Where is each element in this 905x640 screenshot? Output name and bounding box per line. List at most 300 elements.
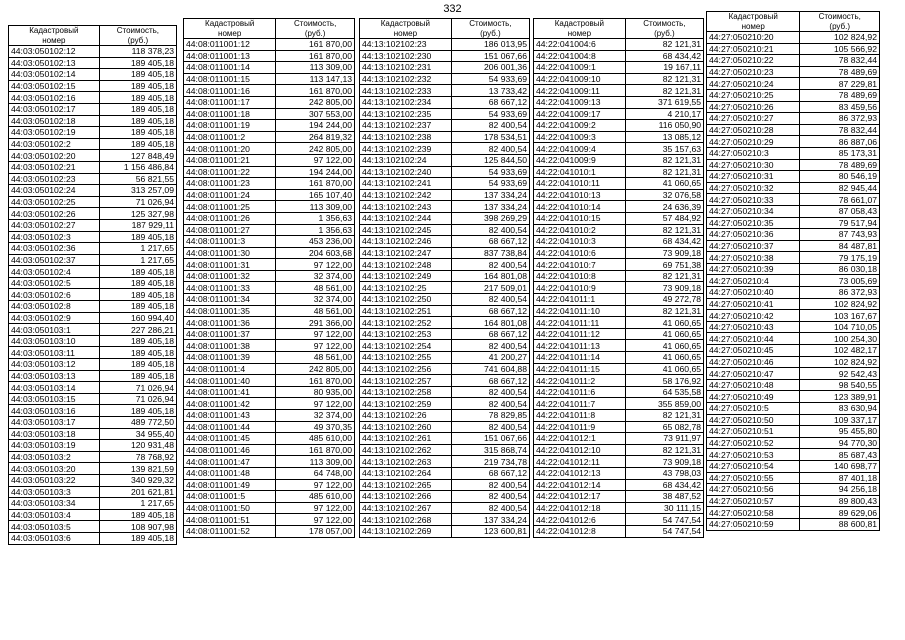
cadastral-number-cell: 44:13:102102:260: [360, 421, 452, 433]
cadastral-number-cell: 44:27:050210:49: [707, 391, 800, 403]
cadastral-number-cell: 44:08:011001:32: [184, 270, 276, 282]
cadastral-number-cell: 44:03:050103:10: [9, 335, 100, 347]
cost-cell: 485 610,00: [276, 433, 355, 445]
table-row: [9, 532, 177, 544]
cadastral-number-cell: 44:27:050210:27: [707, 113, 800, 125]
cost-cell: 13 085,12: [625, 131, 703, 143]
cost-cell: 741 604,88: [451, 363, 529, 375]
cadastral-number-cell: 44:22:041012:10: [534, 444, 626, 456]
table-row: [534, 236, 704, 248]
cost-cell: 68 434,42: [625, 50, 703, 62]
table-row: [184, 421, 355, 433]
table-row: [360, 120, 530, 132]
cadastral-number-cell: 44:03:050102:37: [9, 254, 100, 266]
cost-cell: 161 870,00: [276, 178, 355, 190]
table-row: [9, 69, 177, 81]
cost-cell: 186 013,95: [451, 39, 529, 51]
table-row: [9, 312, 177, 324]
cost-cell: 315 868,74: [451, 444, 529, 456]
table-row: [534, 50, 704, 62]
table-row: [9, 196, 177, 208]
table-row: [360, 73, 530, 85]
cost-cell: 95 455,80: [800, 426, 880, 438]
cost-cell: 113 309,00: [276, 201, 355, 213]
cadastral-number-cell: 44:22:041004:8: [534, 50, 626, 62]
table-row: [9, 289, 177, 301]
cadastral-number-cell: 44:27:050210:29: [707, 136, 800, 148]
cost-cell: 54 933,69: [451, 166, 529, 178]
cost-cell: 41 200,27: [451, 352, 529, 364]
cost-cell: 54 747,54: [625, 514, 703, 526]
cost-cell: 48 561,00: [276, 305, 355, 317]
table-row: [9, 185, 177, 197]
cost-cell: 100 254,30: [800, 333, 880, 345]
cadastral-number-cell: 44:22:041010:3: [534, 236, 626, 248]
table-row: [184, 224, 355, 236]
table-row: [184, 479, 355, 491]
table-row: [707, 321, 880, 333]
cost-cell: 189 405,18: [99, 370, 176, 382]
cadastral-number-cell: 44:22:041009:13: [534, 96, 626, 108]
cadastral-number-cell: 44:22:041011:7: [534, 398, 626, 410]
table-row: [360, 201, 530, 213]
cost-cell: 108 907,98: [99, 521, 176, 533]
table-row: [534, 491, 704, 503]
cadastral-number-cell: 44:27:050210:28: [707, 124, 800, 136]
cadastral-number-cell: 44:22:041012:17: [534, 491, 626, 503]
cadastral-number-cell: 44:27:050210:3: [707, 147, 800, 159]
cost-cell: 82 400,54: [451, 224, 529, 236]
cost-cell: 78 829,85: [451, 410, 529, 422]
cost-cell: 48 561,00: [276, 282, 355, 294]
cost-cell: 97 122,00: [276, 154, 355, 166]
table-row: [707, 217, 880, 229]
table-row: [9, 509, 177, 521]
column-header-cadastral-number: Кадастровый номер: [534, 19, 626, 39]
table-row: [184, 189, 355, 201]
table-row: [534, 294, 704, 306]
cadastral-number-cell: 44:08:011001:47: [184, 456, 276, 468]
table-row: [360, 363, 530, 375]
cost-cell: 489 772,50: [99, 417, 176, 429]
cadastral-number-cell: 44:08:011001:12: [184, 39, 276, 51]
cost-cell: 485 610,00: [276, 491, 355, 503]
cost-cell: 161 870,00: [276, 50, 355, 62]
cost-cell: 56 821,55: [99, 173, 176, 185]
table-row: [184, 340, 355, 352]
table-row: [9, 46, 177, 58]
cadastral-number-cell: 44:03:050102:26: [9, 208, 100, 220]
table-row: [360, 467, 530, 479]
table-row: [360, 479, 530, 491]
column-header-cadastral-number: Кадастровый номер: [360, 19, 452, 39]
cadastral-number-cell: 44:13:102102:245: [360, 224, 452, 236]
cost-cell: 78 489,69: [800, 89, 880, 101]
table-row: [707, 356, 880, 368]
table-row: [184, 282, 355, 294]
cost-cell: 68 667,12: [451, 375, 529, 387]
cadastral-number-cell: 44:13:102102:235: [360, 108, 452, 120]
table-row: [360, 514, 530, 526]
cadastral-number-cell: 44:13:102102:246: [360, 236, 452, 248]
table-row: [184, 154, 355, 166]
table-row: [707, 426, 880, 438]
table-row: [360, 247, 530, 259]
table-row: [184, 294, 355, 306]
table-row: [360, 178, 530, 190]
cost-cell: 13 733,42: [451, 85, 529, 97]
cadastral-number-cell: 44:27:050210:57: [707, 495, 800, 507]
table-row: [9, 92, 177, 104]
cost-cell: 78 489,69: [800, 66, 880, 78]
cost-cell: 24 636,39: [625, 201, 703, 213]
table-row: [9, 208, 177, 220]
table-row: [184, 270, 355, 282]
table-row: [707, 449, 880, 461]
table-row: [360, 224, 530, 236]
cost-cell: 82 400,54: [451, 340, 529, 352]
cost-cell: 68 667,12: [451, 236, 529, 248]
table-row: [9, 103, 177, 115]
cost-cell: 123 600,81: [451, 525, 529, 537]
cadastral-number-cell: 44:08:011001:46: [184, 444, 276, 456]
cost-cell: 82 121,31: [625, 154, 703, 166]
cost-cell: 87 401,18: [800, 472, 880, 484]
cadastral-number-cell: 44:22:041011:13: [534, 340, 626, 352]
cadastral-number-cell: 44:27:050210:52: [707, 437, 800, 449]
cadastral-number-cell: 44:13:102102:252: [360, 317, 452, 329]
table-row: [360, 305, 530, 317]
cadastral-number-cell: 44:03:050103:1: [9, 324, 100, 336]
cost-cell: 78 768,92: [99, 451, 176, 463]
table-row: [9, 428, 177, 440]
table-row: [360, 386, 530, 398]
cost-cell: 178 057,00: [276, 525, 355, 537]
table-row: [360, 375, 530, 387]
cost-cell: 78 661,07: [800, 194, 880, 206]
cadastral-number-cell: 44:22:041012:8: [534, 525, 626, 537]
cadastral-number-cell: 44:27:050210:56: [707, 484, 800, 496]
cost-cell: 164 801,08: [451, 270, 529, 282]
cost-cell: 189 405,18: [99, 231, 176, 243]
cost-cell: 1 217,65: [99, 498, 176, 510]
cost-cell: 73 909,18: [625, 247, 703, 259]
table-row: [360, 131, 530, 143]
cadastral-number-cell: 44:03:050102:3: [9, 231, 100, 243]
cost-cell: 1 217,65: [99, 243, 176, 255]
table-row: [707, 333, 880, 345]
cost-cell: 82 121,31: [625, 39, 703, 51]
cost-cell: 82 400,54: [451, 398, 529, 410]
cadastral-number-cell: 44:08:011001:26: [184, 212, 276, 224]
cost-cell: 189 405,18: [99, 289, 176, 301]
table-row: [9, 486, 177, 498]
cadastral-number-cell: 44:27:050210:24: [707, 78, 800, 90]
cadastral-number-cell: 44:08:011001:51: [184, 514, 276, 526]
column-header-cost: Стоимость, (руб.): [276, 19, 355, 39]
cadastral-number-cell: 44:22:041010:11: [534, 178, 626, 190]
cost-cell: 80 546,19: [800, 171, 880, 183]
cadastral-number-cell: 44:27:050210:44: [707, 333, 800, 345]
cost-cell: 48 561,00: [276, 352, 355, 364]
table-row: [534, 398, 704, 410]
cost-cell: 89 800,43: [800, 495, 880, 507]
cost-cell: 137 334,24: [451, 189, 529, 201]
cost-cell: 64 535,58: [625, 386, 703, 398]
cadastral-number-cell: 44:22:041012:1: [534, 433, 626, 445]
cost-cell: 86 372,93: [800, 113, 880, 125]
cadastral-number-cell: 44:03:050102:21: [9, 161, 100, 173]
cost-cell: 206 001,36: [451, 62, 529, 74]
cadastral-number-cell: 44:22:041012:11: [534, 456, 626, 468]
cadastral-number-cell: 44:22:041012:18: [534, 502, 626, 514]
cadastral-number-cell: 44:27:050210:21: [707, 43, 800, 55]
cadastral-number-cell: 44:22:041010:1: [534, 166, 626, 178]
table-row: [184, 502, 355, 514]
table-header-row: [9, 26, 177, 46]
table-row: [707, 43, 880, 55]
table-row: [184, 247, 355, 259]
cadastral-number-cell: 44:27:050210:37: [707, 240, 800, 252]
table-row: [184, 212, 355, 224]
table-row: [534, 166, 704, 178]
cost-cell: 103 167,67: [800, 310, 880, 322]
table-row: [534, 73, 704, 85]
table-row: [9, 463, 177, 475]
cadastral-number-cell: 44:13:102102:242: [360, 189, 452, 201]
cost-cell: 79 175,19: [800, 252, 880, 264]
cost-cell: 189 405,18: [99, 57, 176, 69]
cadastral-number-cell: 44:22:041009:1: [534, 62, 626, 74]
table-row: [9, 474, 177, 486]
cadastral-number-cell: 44:22:041004:6: [534, 39, 626, 51]
cadastral-number-cell: 44:22:041010:7: [534, 259, 626, 271]
table-row: [707, 147, 880, 159]
table-row: [707, 263, 880, 275]
table-row: [184, 363, 355, 375]
cost-cell: 86 372,93: [800, 287, 880, 299]
table-row: [534, 178, 704, 190]
table-row: [360, 143, 530, 155]
table-row: [9, 521, 177, 533]
cadastral-number-cell: 44:13:102102:238: [360, 131, 452, 143]
cost-cell: 109 337,17: [800, 414, 880, 426]
cadastral-number-cell: 44:22:041010:14: [534, 201, 626, 213]
cost-cell: 64 748,00: [276, 467, 355, 479]
cadastral-number-cell: 44:13:102102:26: [360, 410, 452, 422]
table-row: [534, 143, 704, 155]
cadastral-table-3: [359, 18, 530, 538]
table-row: [534, 154, 704, 166]
cost-cell: 189 405,18: [99, 277, 176, 289]
table-row: [534, 502, 704, 514]
table-row: [707, 391, 880, 403]
cadastral-number-cell: 44:03:050103:19: [9, 440, 100, 452]
table-row: [360, 96, 530, 108]
cadastral-number-cell: 44:27:050210:25: [707, 89, 800, 101]
cadastral-number-cell: 44:13:102102:248: [360, 259, 452, 271]
cost-cell: 85 687,43: [800, 449, 880, 461]
table-row: [9, 161, 177, 173]
cost-cell: 837 738,84: [451, 247, 529, 259]
cadastral-number-cell: 44:27:050210:20: [707, 32, 800, 44]
cadastral-number-cell: 44:03:050103:5: [9, 521, 100, 533]
cadastral-number-cell: 44:08:011001:45: [184, 433, 276, 445]
cadastral-number-cell: 44:27:050210:58: [707, 507, 800, 519]
table-row: [534, 247, 704, 259]
column-header-cost: Стоимость, (руб.): [99, 26, 176, 46]
cost-cell: 4 210,17: [625, 108, 703, 120]
cadastral-number-cell: 44:08:011001:13: [184, 50, 276, 62]
cost-cell: 151 067,66: [451, 433, 529, 445]
cost-cell: 201 621,81: [99, 486, 176, 498]
cadastral-number-cell: 44:22:041011:1: [534, 294, 626, 306]
cadastral-number-cell: 44:08:011001:23: [184, 178, 276, 190]
cadastral-number-cell: 44:27:050210:47: [707, 368, 800, 380]
table-row: [534, 514, 704, 526]
cost-cell: 291 366,00: [276, 317, 355, 329]
cadastral-number-cell: 44:08:011001:31: [184, 259, 276, 271]
table-row: [9, 138, 177, 150]
cadastral-number-cell: 44:22:041009:9: [534, 154, 626, 166]
table-row: [184, 143, 355, 155]
cadastral-number-cell: 44:22:041011:15: [534, 363, 626, 375]
table-row: [360, 398, 530, 410]
table-row: [9, 498, 177, 510]
cost-cell: 38 487,52: [625, 491, 703, 503]
table-row: [707, 437, 880, 449]
cadastral-number-cell: 44:13:102102:264: [360, 467, 452, 479]
table-row: [184, 433, 355, 445]
cadastral-number-cell: 44:13:102102:230: [360, 50, 452, 62]
table-row: [360, 444, 530, 456]
cost-cell: 313 257,09: [99, 185, 176, 197]
cadastral-number-cell: 44:08:011001:35: [184, 305, 276, 317]
cadastral-number-cell: 44:27:050210:50: [707, 414, 800, 426]
cadastral-number-cell: 44:27:050210:40: [707, 287, 800, 299]
table-row: [534, 62, 704, 74]
table-row: [707, 460, 880, 472]
table-row: [9, 231, 177, 243]
cost-cell: 83 630,94: [800, 403, 880, 415]
table-row: [9, 115, 177, 127]
cadastral-number-cell: 44:03:050103:13: [9, 370, 100, 382]
cadastral-number-cell: 44:13:102102:268: [360, 514, 452, 526]
cadastral-number-cell: 44:08:011001:3: [184, 236, 276, 248]
cadastral-number-cell: 44:22:041009:11: [534, 85, 626, 97]
table-row: [534, 305, 704, 317]
cost-cell: 102 824,92: [800, 356, 880, 368]
cost-cell: 82 400,54: [451, 421, 529, 433]
table-row: [707, 507, 880, 519]
cadastral-number-cell: 44:13:102102:241: [360, 178, 452, 190]
table-row: [707, 414, 880, 426]
table-row: [534, 317, 704, 329]
cost-cell: 189 405,18: [99, 127, 176, 139]
cadastral-number-cell: 44:22:041011:9: [534, 421, 626, 433]
cadastral-number-cell: 44:13:102102:24: [360, 154, 452, 166]
cost-cell: 189 405,18: [99, 138, 176, 150]
cost-cell: 137 334,24: [451, 514, 529, 526]
table-row: [184, 236, 355, 248]
cadastral-number-cell: 44:03:050102:13: [9, 57, 100, 69]
cadastral-number-cell: 44:13:102102:25: [360, 282, 452, 294]
cost-cell: 187 929,11: [99, 219, 176, 231]
table-row: [360, 270, 530, 282]
table-row: [707, 136, 880, 148]
cost-cell: 189 405,18: [99, 80, 176, 92]
table-row: [360, 166, 530, 178]
cadastral-number-cell: 44:08:011001:4: [184, 363, 276, 375]
cost-cell: 102 824,92: [800, 298, 880, 310]
cost-cell: 204 603,68: [276, 247, 355, 259]
cadastral-table-4: [533, 18, 704, 538]
cost-cell: 242 805,00: [276, 96, 355, 108]
table-row: [184, 85, 355, 97]
cost-cell: 82 400,54: [451, 259, 529, 271]
table-row: [707, 55, 880, 67]
cost-cell: 87 743,93: [800, 229, 880, 241]
cadastral-number-cell: 44:22:041011:2: [534, 375, 626, 387]
cadastral-number-cell: 44:03:050102:14: [9, 69, 100, 81]
cost-cell: 82 400,54: [451, 386, 529, 398]
table-row: [534, 467, 704, 479]
cadastral-number-cell: 44:08:011001:20: [184, 143, 276, 155]
table-row: [534, 410, 704, 422]
cadastral-number-cell: 44:13:102102:267: [360, 502, 452, 514]
cost-cell: 41 060,65: [625, 363, 703, 375]
cadastral-number-cell: 44:03:050102:19: [9, 127, 100, 139]
cadastral-number-cell: 44:27:050210:54: [707, 460, 800, 472]
cadastral-number-cell: 44:03:050102:25: [9, 196, 100, 208]
table-row: [184, 201, 355, 213]
cadastral-number-cell: 44:08:011001:49: [184, 479, 276, 491]
cadastral-number-cell: 44:22:041010:13: [534, 189, 626, 201]
column-header-cost: Стоимость, (руб.): [451, 19, 529, 39]
table-row: [707, 379, 880, 391]
table-row: [707, 275, 880, 287]
cost-cell: 82 121,31: [625, 73, 703, 85]
cost-cell: 161 870,00: [276, 444, 355, 456]
table-row: [9, 451, 177, 463]
cost-cell: 113 309,00: [276, 62, 355, 74]
table-row: [707, 240, 880, 252]
cost-cell: 71 026,94: [99, 393, 176, 405]
table-row: [360, 85, 530, 97]
cadastral-number-cell: 44:22:041011:8: [534, 410, 626, 422]
table-row: [9, 301, 177, 313]
cadastral-number-cell: 44:03:050103:16: [9, 405, 100, 417]
cadastral-number-cell: 44:03:050103:11: [9, 347, 100, 359]
cost-cell: 35 157,63: [625, 143, 703, 155]
table-row: [707, 171, 880, 183]
cost-cell: 94 770,30: [800, 437, 880, 449]
table-row: [534, 270, 704, 282]
table-row: [360, 352, 530, 364]
table-row: [534, 433, 704, 445]
cadastral-number-cell: 44:03:050102:18: [9, 115, 100, 127]
table-row: [360, 212, 530, 224]
cadastral-number-cell: 44:03:050102:17: [9, 103, 100, 115]
table-row: [360, 525, 530, 537]
cost-cell: 54 933,69: [451, 178, 529, 190]
table-row: [360, 456, 530, 468]
cost-cell: 82 400,54: [451, 479, 529, 491]
cost-cell: 120 931,48: [99, 440, 176, 452]
cost-cell: 189 405,18: [99, 92, 176, 104]
table-header-row: [707, 12, 880, 32]
cost-cell: 113 309,00: [276, 456, 355, 468]
